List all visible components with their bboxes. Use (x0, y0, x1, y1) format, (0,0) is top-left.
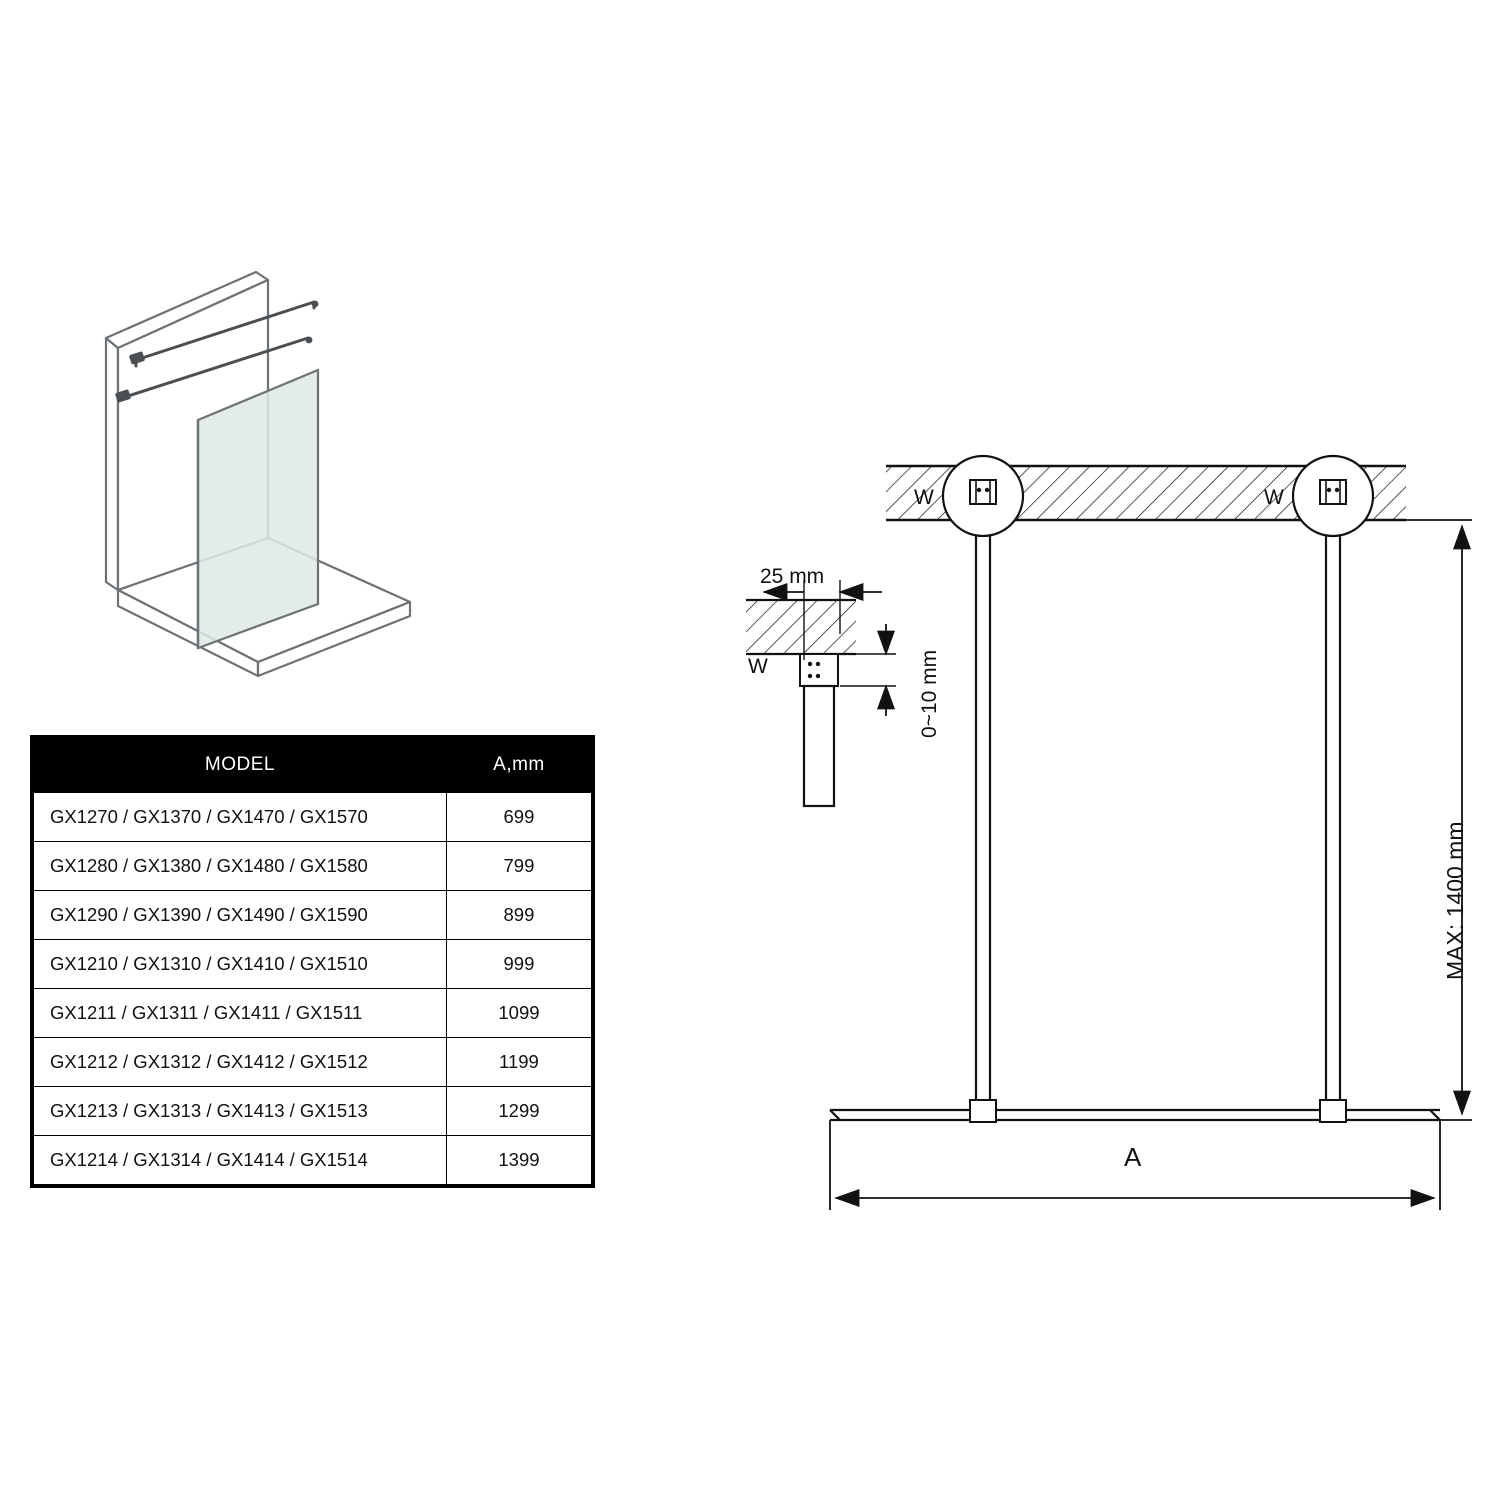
side-detail-view (746, 580, 896, 806)
technical-drawing (700, 420, 1490, 1250)
height-dimension (1400, 520, 1472, 1120)
detail-marker-right-label: W (1264, 486, 1284, 509)
table-cell-model: GX1210 / GX1310 / GX1410 / GX1510 (34, 940, 447, 989)
table-header-row (34, 738, 592, 793)
glass-panel-rail (830, 1110, 1440, 1120)
table-cell-a: 1099 (446, 989, 591, 1038)
detail-marker-side-label: W (748, 655, 768, 678)
table-header-a: A,mm (446, 738, 591, 793)
table-cell-a: 899 (446, 891, 591, 940)
isometric-illustration (70, 250, 490, 680)
table-cell-model: GX1211 / GX1311 / GX1411 / GX1511 (34, 989, 447, 1038)
table-cell-a: 699 (446, 793, 591, 842)
table-cell-model: GX1280 / GX1380 / GX1480 / GX1580 (34, 842, 447, 891)
detail-bubble-right (1293, 456, 1373, 536)
table-row (34, 989, 592, 1038)
table-cell-model: GX1213 / GX1313 / GX1413 / GX1513 (34, 1087, 447, 1136)
table-header-model: MODEL (34, 738, 447, 793)
wall-thickness-label: 25 mm (760, 565, 825, 588)
detail-marker-left-label: W (914, 486, 934, 509)
table-cell-a: 799 (446, 842, 591, 891)
table-cell-model: GX1290 / GX1390 / GX1490 / GX1590 (34, 891, 447, 940)
max-height-label: MAX: 1400 mm (1442, 821, 1468, 980)
table-cell-a: 1399 (446, 1136, 591, 1185)
detail-bubble-left (943, 456, 1023, 536)
table-cell-a: 1299 (446, 1087, 591, 1136)
isometric-illustration-svg (70, 250, 490, 680)
table-cell-a: 1199 (446, 1038, 591, 1087)
support-bars (976, 520, 1340, 1110)
table-cell-model: GX1214 / GX1314 / GX1414 / GX1514 (34, 1136, 447, 1185)
table-row (34, 1087, 592, 1136)
table-row (34, 940, 592, 989)
technical-drawing-svg (700, 420, 1490, 1250)
table-row (34, 1038, 592, 1087)
specification-table (30, 735, 595, 1188)
width-label: A (1124, 1142, 1142, 1172)
table-cell-model: GX1270 / GX1370 / GX1470 / GX1570 (34, 793, 447, 842)
gap-label: 0~10 mm (918, 649, 941, 738)
table-row (34, 1136, 592, 1185)
table-row (34, 842, 592, 891)
table-cell-model: GX1212 / GX1312 / GX1412 / GX1512 (34, 1038, 447, 1087)
table-row (34, 793, 592, 842)
table-cell-a: 999 (446, 940, 591, 989)
table-row (34, 891, 592, 940)
